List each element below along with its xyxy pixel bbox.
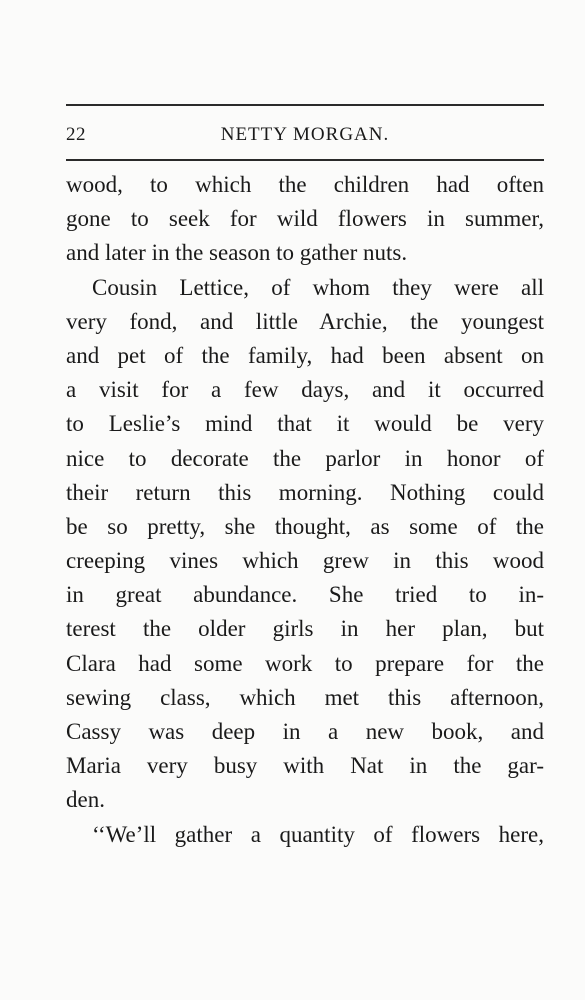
text-line: creeping vines which grew in this wood [66, 548, 544, 574]
text-line: a visit for a few days, and it occurred [66, 377, 544, 403]
text-line: and later in the season to gather nuts. [66, 240, 408, 266]
text-line: den. [66, 787, 105, 813]
running-head [66, 124, 544, 148]
header-rule-top [66, 104, 544, 106]
text-line: wood, to which the children had often [66, 172, 544, 197]
text-line: their return this morning. Nothing could [66, 479, 544, 505]
text-line: in great abundance. She tried to in- [66, 582, 544, 608]
text-line: Cassy was deep in a new book, and [66, 719, 544, 744]
text-line: ‘‘We’ll gather a quantity of flowers here, [92, 821, 544, 847]
header-rule-bottom [66, 159, 544, 161]
text-line: be so pretty, she thought, as some of the [66, 513, 544, 539]
text-line: Clara had some work to prepare for the [66, 650, 544, 676]
text-line: to Leslie’s mind that it would be very [66, 411, 544, 437]
text-line: Maria very busy with Nat in the gar- [66, 753, 544, 779]
text-line: and pet of the family, had been absent on [66, 342, 544, 368]
text-line: gone to seek for wild flowers in summer, [66, 206, 544, 232]
running-title: NETTY MORGAN. [220, 124, 390, 145]
text-line: sewing class, which met this afternoon, [66, 684, 544, 710]
text-line: nice to decorate the parlor in honor of [66, 445, 544, 471]
page-number: 22 [66, 124, 86, 145]
text-line: Cousin Lettice, of whom they were all [92, 274, 544, 300]
page-body [66, 168, 544, 852]
text-line: very fond, and little Archie, the youngest [66, 308, 544, 334]
text-line: terest the older girls in her plan, but [66, 616, 544, 642]
